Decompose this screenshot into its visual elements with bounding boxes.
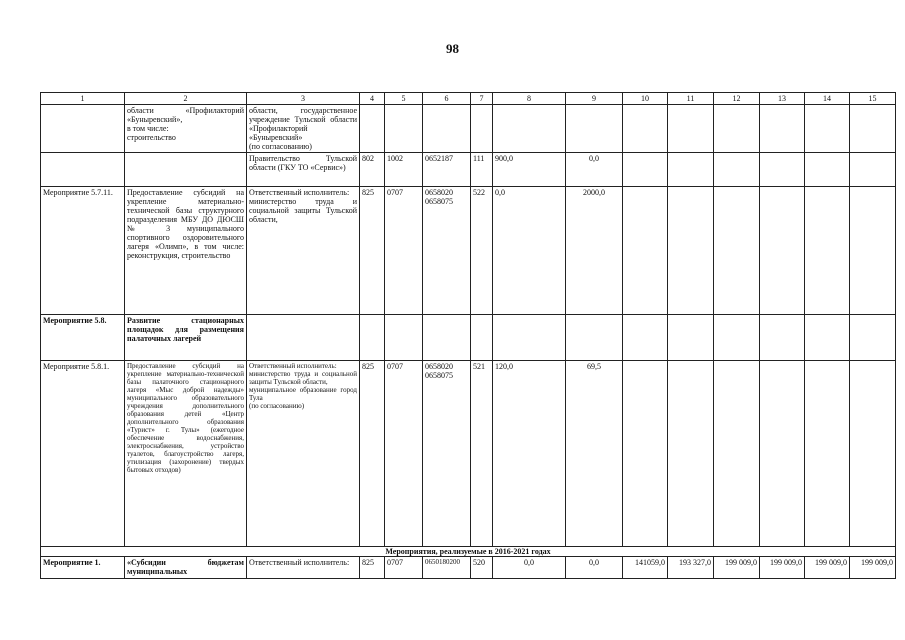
column-header: 4 <box>360 93 385 105</box>
table-row <box>41 361 896 547</box>
amount-cell: 193 327,0 <box>668 557 714 579</box>
column-header: 9 <box>566 93 623 105</box>
table-row <box>41 153 896 187</box>
grbs-cell: 825 <box>360 557 385 579</box>
page-number: 98 <box>446 41 459 56</box>
column-header: 7 <box>471 93 493 105</box>
expense-type-cell: 522 <box>471 187 493 315</box>
budget-table <box>40 92 896 579</box>
section-row <box>41 547 896 557</box>
column-number-row <box>41 93 896 105</box>
column-header: 15 <box>850 93 896 105</box>
column-header: 12 <box>714 93 760 105</box>
column-header: 14 <box>805 93 850 105</box>
executor-cell: области, государственное учреждение Тульской области «Профилакторий «Буныревский» (по согласованию) <box>247 105 360 153</box>
section-title: Мероприятия, реализуемые в 2016-2021 годах <box>41 547 896 557</box>
section-code-cell: 0707 <box>385 187 423 315</box>
measure-number: Мероприятие 5.8.1. <box>41 361 125 547</box>
target-code-cell: 0658020 0658075 <box>423 187 471 315</box>
amount-cell: 0,0 <box>493 557 566 579</box>
measure-description: Предоставление субсидий на укрепление материально-технической базы структурного подразделения МБУ ДО ДЮСШ № 3 муниципального спортивного оздоровительного лагеря «Олимп», в том числе: реконструкция, строительство <box>125 187 247 315</box>
amount-cell: 199 009,0 <box>805 557 850 579</box>
measure-number: Мероприятие 5.7.11. <box>41 187 125 315</box>
column-header: 1 <box>41 93 125 105</box>
table-row <box>41 105 896 153</box>
target-code-cell: 0650180200 <box>423 557 471 579</box>
table-row <box>41 557 896 579</box>
measure-description: Предоставление субсидий на укрепление материально-технической базы палаточного стационарного лагеря «Мыс доброй надежды» муниципального образовательного учреждения дополнительного образования детей «Центр дополнительного образования «Турист» г. Тулы» (ежегодное обеспечение водоснабжения, электроснабжения, устройство туалетов, благоустройство лагеря, утилизация (захоронение) твердых бытовых отходов) <box>125 361 247 547</box>
grbs-cell: 825 <box>360 187 385 315</box>
amount-cell: 120,0 <box>493 361 566 547</box>
executor-cell: Правительство Тульской области (ГКУ ТО «Сервис») <box>247 153 360 187</box>
amount-cell: 199 009,0 <box>850 557 896 579</box>
column-header: 3 <box>247 93 360 105</box>
column-header: 8 <box>493 93 566 105</box>
amount-cell: 199 009,0 <box>760 557 805 579</box>
amount-cell: 0,0 <box>566 557 623 579</box>
section-code-cell: 1002 <box>385 153 423 187</box>
amount-cell: 900,0 <box>493 153 566 187</box>
amount-cell: 2000,0 <box>566 187 623 315</box>
executor-cell: Ответственный исполнитель: министерство труда и социальной защиты Тульской области, <box>247 187 360 315</box>
target-code-cell: 0658020 0658075 <box>423 361 471 547</box>
table-row <box>41 315 896 361</box>
column-header: 6 <box>423 93 471 105</box>
expense-type-cell: 520 <box>471 557 493 579</box>
section-code-cell: 0707 <box>385 361 423 547</box>
column-header: 10 <box>623 93 668 105</box>
amount-cell: 199 009,0 <box>714 557 760 579</box>
measure-description: Развитие стационарных площадок для размещения палаточных лагерей <box>125 315 247 361</box>
amount-cell: 69,5 <box>566 361 623 547</box>
grbs-cell: 825 <box>360 361 385 547</box>
measure-number: Мероприятие 1. <box>41 557 125 579</box>
measure-description: области «Профилакторий «Буныревский», в том числе: строительство <box>125 105 247 153</box>
column-header: 13 <box>760 93 805 105</box>
amount-cell: 0,0 <box>493 187 566 315</box>
column-header: 5 <box>385 93 423 105</box>
column-header: 2 <box>125 93 247 105</box>
expense-type-cell: 521 <box>471 361 493 547</box>
amount-cell: 0,0 <box>566 153 623 187</box>
section-code-cell: 0707 <box>385 557 423 579</box>
amount-cell: 141059,0 <box>623 557 668 579</box>
measure-description: «Субсидии бюджетам муниципальных <box>125 557 247 579</box>
table-row <box>41 187 896 315</box>
grbs-cell: 802 <box>360 153 385 187</box>
column-header: 11 <box>668 93 714 105</box>
measure-cell <box>41 105 125 153</box>
executor-cell: Ответственный исполнитель: министерство труда и социальной защиты Тульской области, муниципальное образование город Тула (по согласованию) <box>247 361 360 547</box>
target-code-cell: 0652187 <box>423 153 471 187</box>
measure-number: Мероприятие 5.8. <box>41 315 125 361</box>
executor-cell: Ответственный исполнитель: <box>247 557 360 579</box>
expense-type-cell: 111 <box>471 153 493 187</box>
